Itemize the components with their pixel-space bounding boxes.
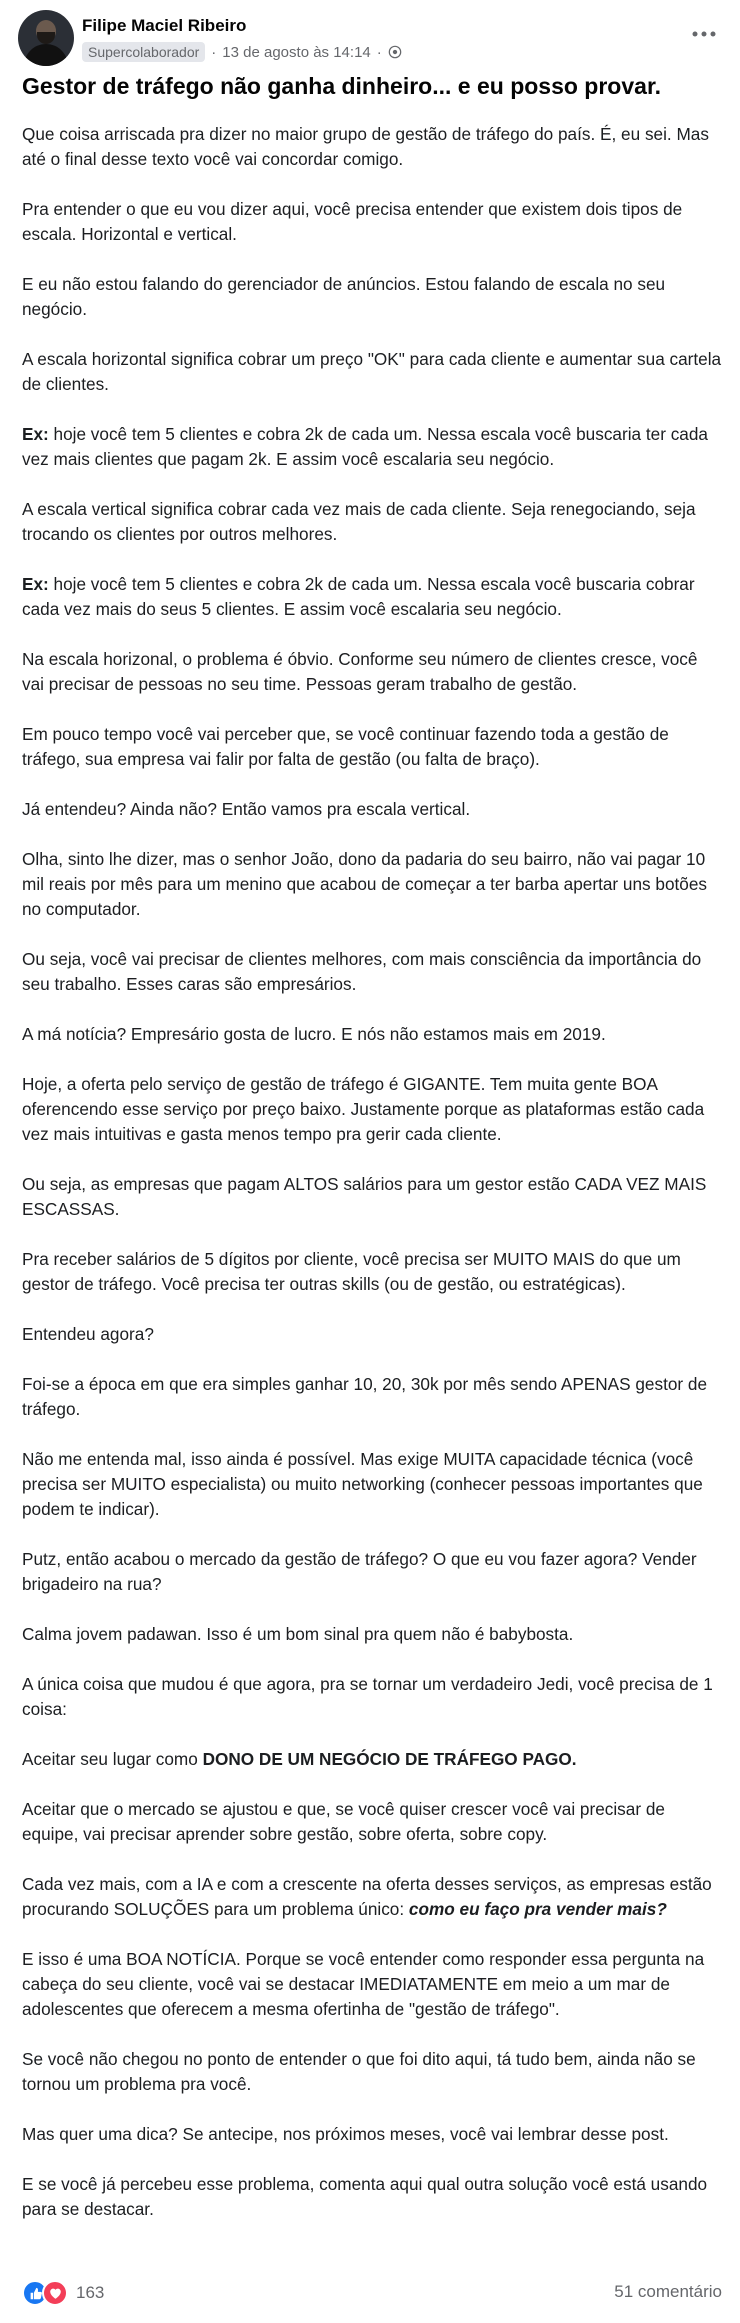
- post-paragraph: Que coisa arriscada pra dizer no maior grupo de gestão de tráfego do país. É, eu sei. Mas até o final desse texto você vai concordar comigo.: [22, 124, 709, 169]
- comment-count-link[interactable]: 51 comentário: [614, 2282, 722, 2301]
- example-label: Ex:: [22, 424, 49, 444]
- post-paragraph: Ou seja, você vai precisar de clientes melhores, com mais consciência da importância do seu trabalho. Esses caras são empresários.: [22, 949, 702, 994]
- post-paragraph: Não me entenda mal, isso ainda é possível. Mas exige MUITA capacidade técnica (você precisa ser MUITO especialista) ou muito networking (conhecer pessoas importantes que podem te indicar).: [22, 1449, 703, 1519]
- post-paragraph: A única coisa que mudou é que agora, pra se tornar um verdadeiro Jedi, você precisa de 1 coisa:: [22, 1674, 713, 1719]
- example-label: Ex:: [22, 574, 49, 594]
- post-paragraph: Já entendeu? Ainda não? Então vamos pra escala vertical.: [22, 799, 471, 819]
- key-question: como eu faço pra vender mais?: [408, 1899, 667, 1919]
- post-paragraph: Mas quer uma dica? Se antecipe, nos próximos meses, você vai lembrar desse post.: [22, 2124, 669, 2144]
- ia-paragraph: Cada vez mais, com a IA e com a crescente na oferta desses serviços, as empresas estão procurando SOLUÇÕES para um problema único: como eu faço pra vender mais?: [22, 1874, 712, 1919]
- reaction-count: 163: [76, 2283, 105, 2302]
- post-paragraph: Aceitar que o mercado se ajustou e que, se você quiser crescer você vai precisar de equipe, vai precisar aprender sobre gestão, sobre oferta, sobre copy.: [22, 1799, 665, 1844]
- more-options-icon: [692, 31, 716, 37]
- post-paragraph: A má notícia? Empresário gosta de lucro. E nós não estamos mais em 2019.: [22, 1024, 606, 1044]
- post-paragraph: Olha, sinto lhe dizer, mas o senhor João, dono da padaria do seu bairro, não vai pagar 10 mil reais por mês para um menino que acabou de começar a ter barba apertar uns botões no computador.: [22, 849, 708, 919]
- post-paragraph: A escala horizontal significa cobrar um preço "OK" para cada cliente e aumentar sua cartela de clientes.: [22, 349, 722, 394]
- post-footer: [22, 2280, 722, 2308]
- post-paragraph: Ou seja, as empresas que pagam ALTOS salários para um gestor estão CADA VEZ MAIS ESCASSAS.: [22, 1174, 707, 1219]
- post-timestamp[interactable]: 13 de agosto às 14:14: [222, 43, 371, 61]
- post-paragraph: E se você já percebeu esse problema, comenta aqui qual outra solução você está usando para se destacar.: [22, 2174, 708, 2219]
- example-paragraph: [22, 572, 722, 622]
- more-options-button[interactable]: [686, 20, 722, 48]
- post-paragraph: E isso é uma BOA NOTÍCIA. Porque se você entender como responder essa pergunta na cabeça do seu cliente, você vai se destacar IMEDIATAMENTE em meio a um mar de adolescentes que oferecem a mesma ofertinha de "gestão de tráfego".: [22, 1949, 705, 2019]
- post-paragraph: Calma jovem padawan. Isso é um bom sinal pra quem não é babybosta.: [22, 1624, 574, 1644]
- post-paragraph: Pra receber salários de 5 dígitos por cliente, você precisa ser MUITO MAIS do que um gestor de tráfego. Você precisa ter outras skills (ou de gestão, ou estratégicas).: [22, 1249, 681, 1294]
- meta-separator: ·: [211, 43, 217, 61]
- contributor-badge[interactable]: Supercolaborador: [82, 42, 205, 62]
- love-icon: [42, 2280, 68, 2306]
- accept-paragraph: Aceitar seu lugar como DONO DE UM NEGÓCIO DE TRÁFEGO PAGO.: [22, 1749, 577, 1769]
- post-body: [22, 122, 722, 2247]
- post-paragraph: E eu não estou falando do gerenciador de anúncios. Estou falando de escala no seu negócio.: [22, 274, 666, 319]
- example-text: hoje você tem 5 clientes e cobra 2k de cada um. Nessa escala você buscaria ter cada vez mais clientes que pagam 2k. E assim você escalaria seu negócio.: [22, 424, 708, 469]
- post-paragraph: Entendeu agora?: [22, 1324, 154, 1344]
- post-paragraph: Na escala horizonal, o problema é óbvio. Conforme seu número de clientes cresce, você vai precisar de pessoas no seu time. Pessoas geram trabalho de gestão.: [22, 649, 698, 694]
- post-paragraph: Hoje, a oferta pelo serviço de gestão de tráfego é GIGANTE. Tem muita gente BOA oferencendo esse serviço por preço baixo. Justamente porque as plataformas estão cada vez mais intuitivas e gasta menos tempo pra gerir cada cliente.: [22, 1074, 705, 1144]
- post-paragraph: Pra entender o que eu vou dizer aqui, você precisa entender que existem dois tipos de escala. Horizontal e vertical.: [22, 199, 683, 244]
- post-paragraph: A escala vertical significa cobrar cada vez mais de cada cliente. Seja renegociando, seja trocando os clientes por outros melhores.: [22, 499, 696, 544]
- author-name[interactable]: Filipe Maciel Ribeiro: [82, 16, 247, 35]
- post-paragraph: Foi-se a época em que era simples ganhar 10, 20, 30k por mês sendo APENAS gestor de tráfego.: [22, 1374, 708, 1419]
- post-meta: [82, 42, 402, 62]
- example-text: hoje você tem 5 clientes e cobra 2k de cada um. Nessa escala você buscaria cobrar cada vez mais do seus 5 clientes. E assim você escalaria seu negócio.: [22, 574, 695, 619]
- author-avatar[interactable]: [18, 10, 74, 66]
- post-paragraph: Em pouco tempo você vai perceber que, se você continuar fazendo toda a gestão de tráfego, sua empresa vai falir por falta de gestão (ou falta de braço).: [22, 724, 669, 769]
- post-header: [18, 10, 722, 68]
- meta-separator: ·: [376, 43, 382, 61]
- post-paragraph: Putz, então acabou o mercado da gestão de tráfego? O que eu vou fazer agora? Vender brigadeiro na rua?: [22, 1549, 697, 1594]
- globe-icon[interactable]: [388, 45, 402, 59]
- example-paragraph: [22, 422, 722, 472]
- reactions-summary[interactable]: [22, 2280, 104, 2306]
- post-title: Gestor de tráfego não ganha dinheiro... e eu posso provar.: [22, 73, 662, 99]
- accept-highlight: DONO DE UM NEGÓCIO DE TRÁFEGO PAGO.: [202, 1749, 577, 1769]
- post-paragraph: Se você não chegou no ponto de entender o que foi dito aqui, tá tudo bem, ainda não se tornou um problema pra você.: [22, 2049, 696, 2094]
